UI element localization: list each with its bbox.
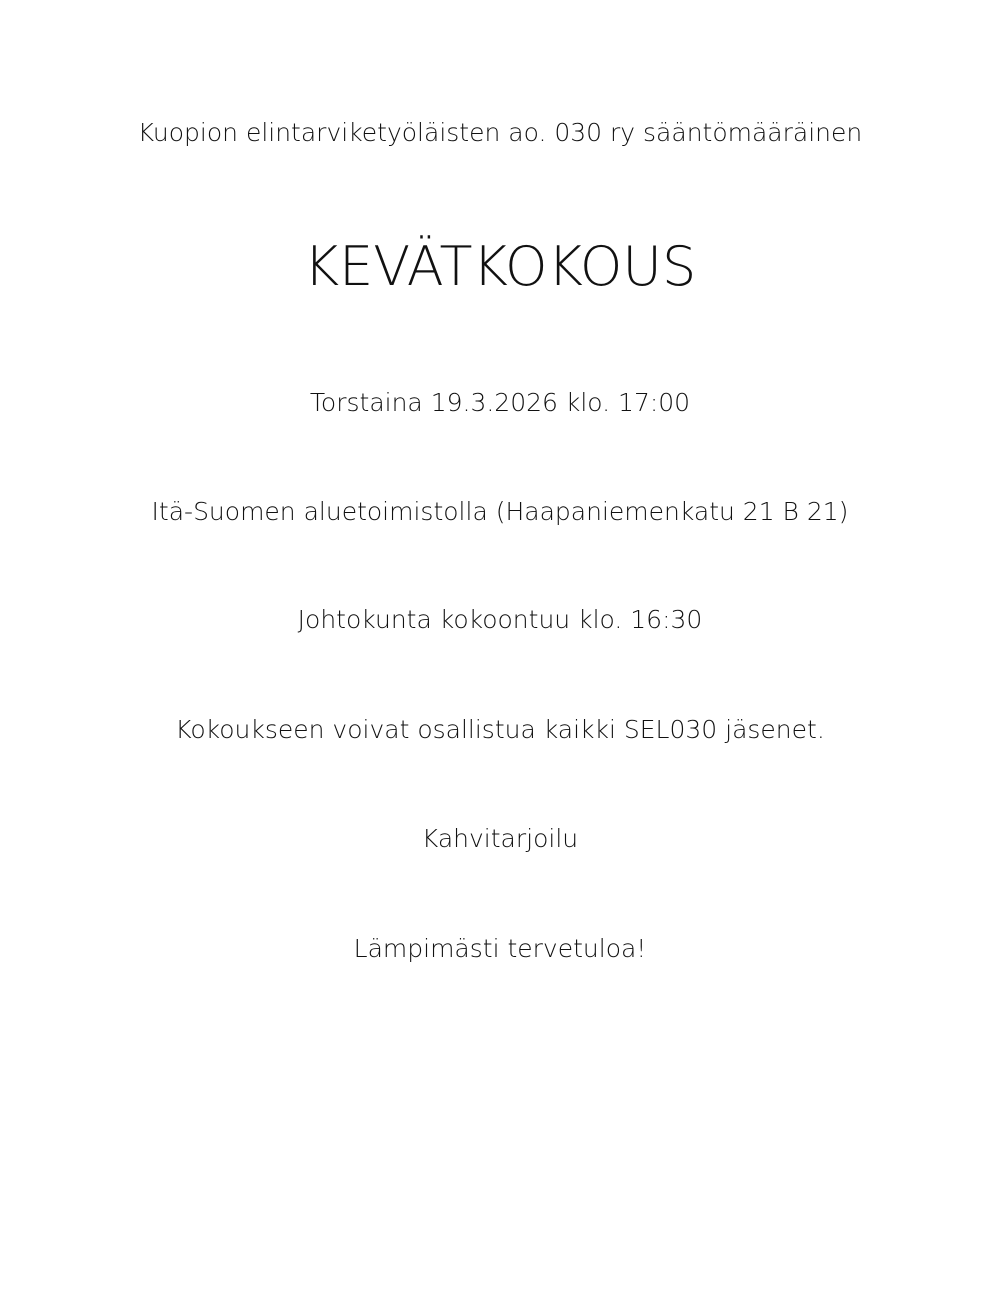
- meeting-intro: Kuopion elintarviketyöläisten ao. 030 ry sääntömääräinen: [137, 118, 863, 147]
- participants-note: Kokoukseen voivat osallistua kaikki SEL030 jäsenet.: [175, 715, 825, 744]
- meeting-date-time: Torstaina 19.3.2026 klo. 17:00: [309, 388, 691, 417]
- page-title: KEVÄTKOKOUS: [303, 235, 697, 298]
- welcome-note: Lämpimästi tervetuloa!: [353, 934, 647, 963]
- meeting-location: Itä-Suomen aluetoimistolla (Haapaniemenkatu 21 B 21): [151, 497, 849, 526]
- refreshments-note: Kahvitarjoilu: [421, 824, 579, 853]
- board-meeting-time: Johtokunta kokoontuu klo. 16:30: [297, 605, 703, 634]
